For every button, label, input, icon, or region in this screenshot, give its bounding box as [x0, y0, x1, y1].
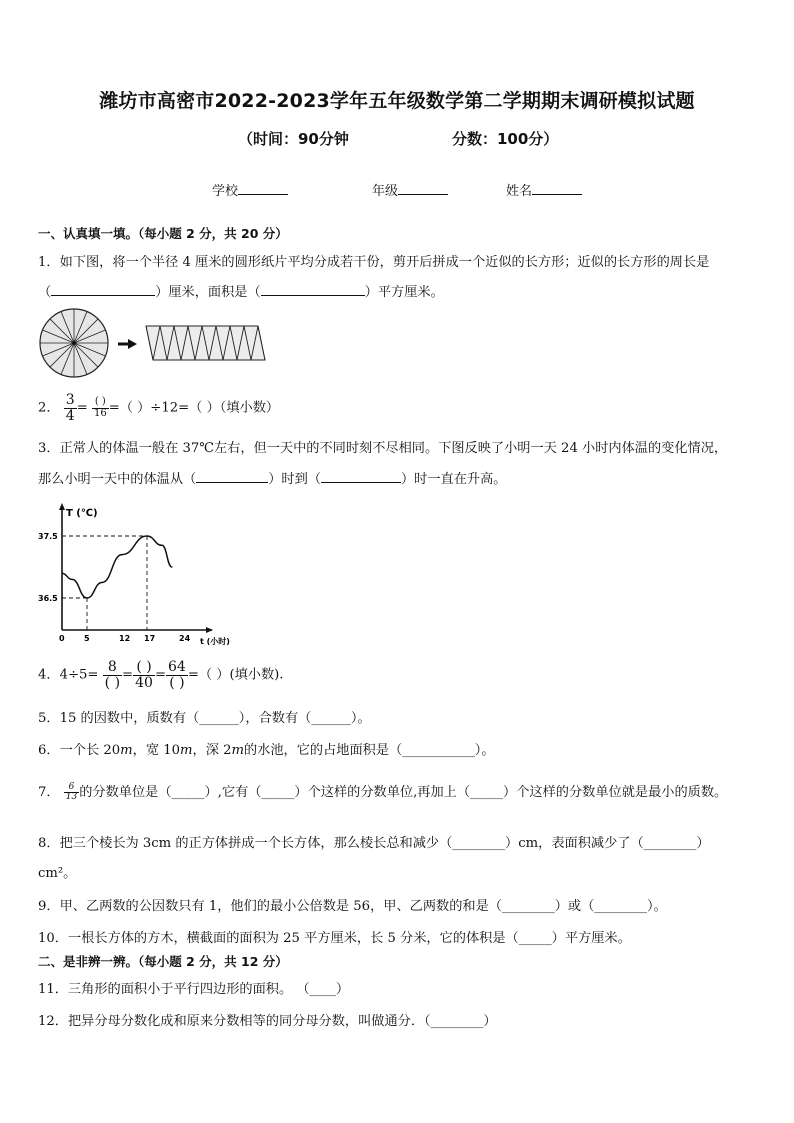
- q3-text-c: ）时一直在升高。: [401, 472, 507, 487]
- q6: [38, 739, 495, 758]
- x-tick-label: 12: [119, 634, 131, 643]
- q4: 4．4÷5= $\frac{8}{( )}$ = $\frac{( )}{40}$ = $\frac{64}{( )}$ =（ ）(填小数).: [38, 659, 284, 691]
- q2-rest: =（ ）÷12=（ ）（填小数）: [108, 400, 280, 416]
- q4-frac1-num: 8: [103, 660, 122, 676]
- q1-text-b: ）厘米，面积是（: [155, 285, 261, 300]
- chart-background: [38, 500, 238, 650]
- q6-unit-c: m: [231, 743, 244, 758]
- q4-frac2-den: 40: [135, 674, 153, 691]
- name-field: [506, 180, 582, 199]
- q5: 5．15 的因数中，质数有（______），合数有（______）。: [38, 711, 371, 726]
- q9: 9．甲、乙两数的公因数只有 1，他们的最小公倍数是 56，甲、乙两数的和是（________）或（________）。: [38, 899, 667, 914]
- q3-text-b: ）时到（: [268, 472, 321, 487]
- school-label: 学校: [212, 184, 239, 199]
- q2-frac1-num: 3: [65, 392, 75, 408]
- temperature-point: [121, 554, 122, 555]
- name-label: 姓名: [506, 184, 533, 199]
- temperature-chart: [38, 500, 238, 650]
- q4-frac1-den[interactable]: ( ): [104, 674, 121, 691]
- q4-fraction-2: [133, 660, 155, 690]
- grade-label: 年级: [372, 184, 399, 199]
- q1-text-a: （: [38, 285, 52, 300]
- temperature-point: [61, 573, 62, 574]
- q1-line2: [38, 281, 444, 300]
- y-tick-label: 37.5: [38, 532, 58, 541]
- q1-figure: [38, 306, 268, 386]
- q4-frac2-num[interactable]: ( ): [133, 660, 155, 676]
- q6-unit-b: m: [180, 743, 193, 758]
- q2-frac2-num[interactable]: ( ): [92, 397, 109, 409]
- temperature-point: [161, 545, 162, 546]
- q2: 2． $\frac{3}{4}$ = $\frac{( )}{16}$ =（ ）÷12=（ ）（填小数）: [38, 392, 280, 424]
- x-axis-label: t (小时): [200, 637, 230, 646]
- q7-frac-num: 6: [64, 783, 79, 793]
- section2-heading: 二、是非辨一辨。（每小题 2 分，共 12 分）: [38, 954, 288, 969]
- q6-text-d: 的水池，它的占地面积是（___________）。: [244, 743, 495, 758]
- x-tick-label: 5: [84, 634, 90, 643]
- x-tick-label: 24: [179, 634, 191, 643]
- q6-text-b: ，宽 10: [132, 743, 180, 758]
- q6-text-c: ，深 2: [192, 743, 232, 758]
- sectored-circle-figure: [40, 309, 108, 377]
- grade-field: [372, 180, 448, 199]
- q4-frac3-den[interactable]: ( ): [169, 674, 185, 691]
- x-tick-label: 17: [144, 634, 156, 643]
- temperature-point: [146, 535, 147, 536]
- right-arrow-icon: [118, 339, 137, 349]
- y-axis-label: T (℃): [66, 508, 98, 519]
- q1-blank-perimeter[interactable]: [51, 283, 155, 296]
- q3-line1: 3．正常人的体温一般在 37℃左右，但一天中的不同时刻不尽相同。下图反映了小明一天 24 小时内体温的变化情况，: [38, 441, 728, 456]
- q1-blank-area[interactable]: [261, 283, 365, 296]
- q10: 10．一根长方体的方木，横截面的面积为 25 平方厘米，长 5 分米，它的体积是（_____）平方厘米。: [38, 931, 631, 946]
- q4-rest: =（ ）(填小数).: [187, 667, 284, 683]
- q2-prefix: 2．: [38, 400, 60, 416]
- q4-prefix: 4．4÷5=: [38, 667, 99, 683]
- temperature-point: [86, 597, 87, 598]
- q6-text-a: 6．一个长 20: [38, 743, 121, 758]
- q1-text-c: ）平方厘米。: [364, 285, 444, 300]
- x-tick-label: 0: [59, 634, 65, 643]
- q8-line2: cm²。: [38, 866, 77, 881]
- q4-fraction-1: [103, 660, 122, 690]
- grade-blank[interactable]: [398, 182, 448, 195]
- q2-frac2-den: 16: [93, 407, 107, 419]
- q7-fraction: [64, 783, 79, 803]
- school-field: [212, 180, 288, 199]
- temperature-point: [171, 566, 172, 567]
- q1-line1: 1．如下图，将一个半径 4 厘米的圆形纸片平均分成若干份，剪开后拼成一个近似的长方形；近似的长方形的周长是: [38, 255, 710, 270]
- section1-heading: 一、认真填一填。（每小题 2 分，共 20 分）: [38, 226, 288, 241]
- q11: 11．三角形的面积小于平行四边形的面积。 （____）: [38, 982, 350, 997]
- q2-fraction-1: [64, 393, 77, 423]
- school-blank[interactable]: [238, 182, 288, 195]
- name-blank[interactable]: [532, 182, 582, 195]
- q7-frac-den: 13: [65, 792, 78, 802]
- temperature-point: [101, 582, 102, 583]
- y-tick-label: 36.5: [38, 594, 58, 603]
- q8-line1: 8．把三个棱长为 3cm 的正方体拼成一个长方体，那么棱长总和减少（________）cm，表面积减少了（________）: [38, 836, 710, 851]
- q7: [38, 781, 727, 802]
- q12: 12．把异分母分数化成和原来分数相等的同分母分数，叫做通分．（________）: [38, 1014, 497, 1029]
- exam-score: 分数：100分）: [452, 130, 559, 148]
- q3-blank-end[interactable]: [321, 470, 401, 483]
- q3-text-a: 那么小明一天中的体温从（: [38, 472, 197, 487]
- rearranged-rectangle-figure: [146, 326, 265, 360]
- q6-unit-a: m: [120, 743, 133, 758]
- temperature-point: [71, 579, 72, 580]
- q2-frac1-den: 4: [65, 407, 75, 424]
- q2-fraction-2: [92, 397, 109, 419]
- exam-time: （时间：90分钟: [238, 130, 349, 148]
- page-title: 潍坊市高密市2022-2023学年五年级数学第二学期期末调研模拟试题: [99, 90, 695, 112]
- q3-blank-start[interactable]: [196, 470, 268, 483]
- q3-line2: [38, 468, 507, 487]
- q7-text: 的分数单位是（_____）,它有（_____）个这样的分数单位,再加上（_____）个这样的分数单位就是最小的质数。: [79, 785, 728, 800]
- q4-frac3-num: 64: [168, 659, 186, 675]
- q7-prefix: 7．: [38, 785, 60, 800]
- q4-fraction-3: [166, 660, 188, 690]
